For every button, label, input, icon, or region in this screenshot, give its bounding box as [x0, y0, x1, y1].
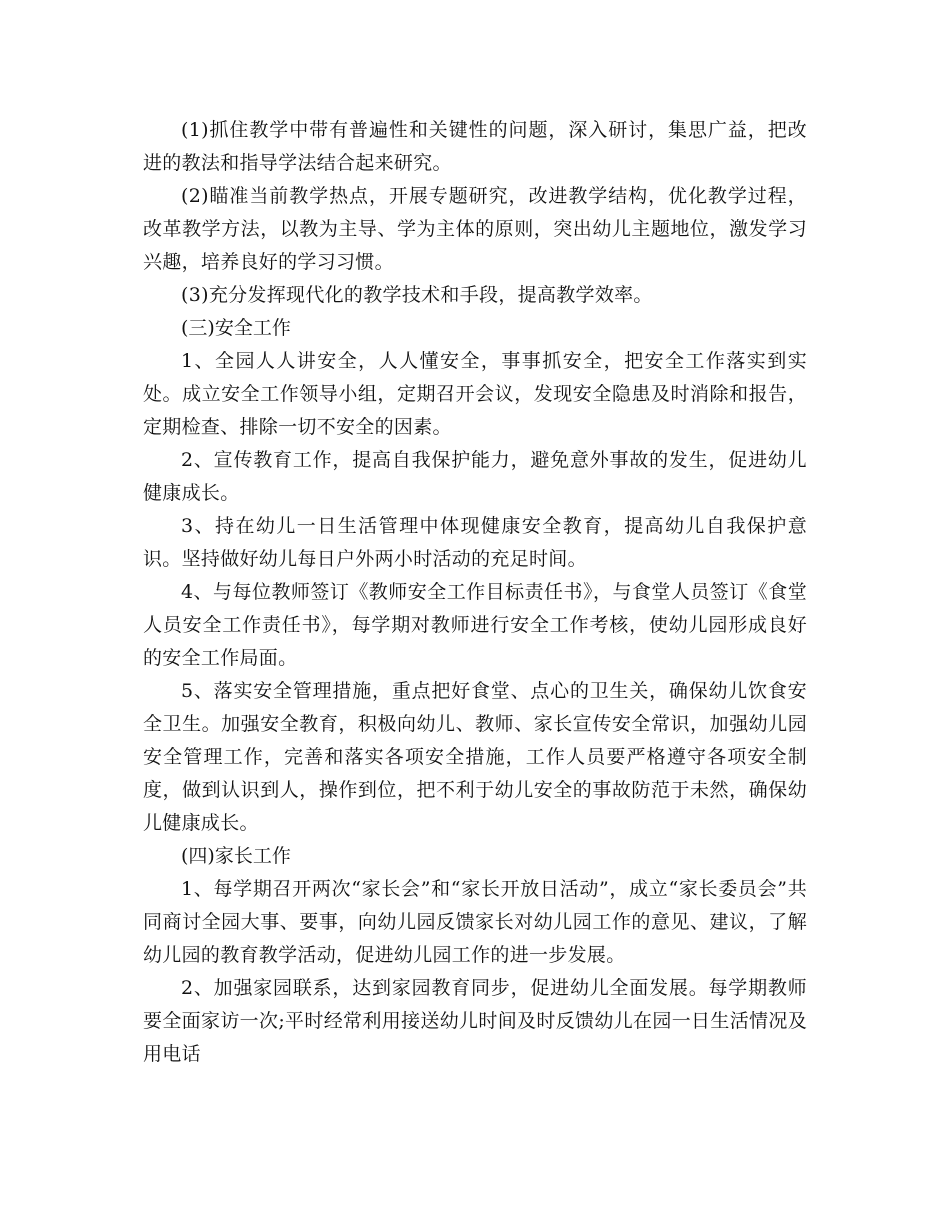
paragraph-safety-2: 2、宣传教育工作，提高自我保护能力，避免意外事故的发生，促进幼儿健康成长。 [143, 449, 807, 504]
paragraph-parents-1: 1、每学期召开两次“家长会”和“家长开放日活动”，成立“家长委员会”共同商讨全园大事、要事，向幼儿园反馈家长对幼儿园工作的意见、建议，了解幼儿园的教育教学活动，促进幼儿园工作的进一步发展。 [143, 878, 807, 966]
section-heading-safety: (三)安全工作 [181, 317, 291, 339]
section-heading-parents: (四)家长工作 [181, 845, 291, 867]
paragraph-teaching-1: (1)抓住教学中带有普遍性和关键性的问题，深入研讨，集思广益，把改进的教法和指导学法结合起来研究。 [143, 119, 807, 174]
paragraph-safety-3: 3、持在幼儿一日生活管理中体现健康安全教育，提高幼儿自我保护意识。坚持做好幼儿每日户外两小时活动的充足时间。 [143, 515, 807, 570]
paragraph-teaching-3: (3)充分发挥现代化的教学技术和手段，提高教学效率。 [181, 284, 653, 306]
paragraph-teaching-2: (2)瞄准当前教学热点，开展专题研究，改进教学结构，优化教学过程，改革教学方法，以教为主导、学为主体的原则，突出幼儿主题地位，激发学习兴趣，培养良好的学习习惯。 [143, 185, 807, 273]
paragraph-safety-1: 1、全园人人讲安全，人人懂安全，事事抓安全，把安全工作落实到实处。成立安全工作领导小组，定期召开会议，发现安全隐患及时消除和报告，定期检查、排除一切不安全的因素。 [143, 350, 807, 438]
document-page [143, 114, 807, 1071]
paragraph-safety-5: 5、落实安全管理措施，重点把好食堂、点心的卫生关，确保幼儿饮食安全卫生。加强安全教育，积极向幼儿、教师、家长宣传安全常识，加强幼儿园安全管理工作，完善和落实各项安全措施，工作人员要严格遵守各项安全制度，做到认识到人，操作到位，把不利于幼儿安全的事故防范于未然，确保幼儿健康成长。 [143, 680, 807, 834]
paragraph-safety-4: 4、与每位教师签订《教师安全工作目标责任书》，与食堂人员签订《食堂人员安全工作责任书》，每学期对教师进行安全工作考核，使幼儿园形成良好的安全工作局面。 [143, 581, 807, 669]
paragraph-parents-2: 2、加强家园联系，达到家园教育同步，促进幼儿全面发展。每学期教师要全面家访一次;平时经常利用接送幼儿时间及时反馈幼儿在园一日生活情况及用电话 [143, 977, 807, 1065]
